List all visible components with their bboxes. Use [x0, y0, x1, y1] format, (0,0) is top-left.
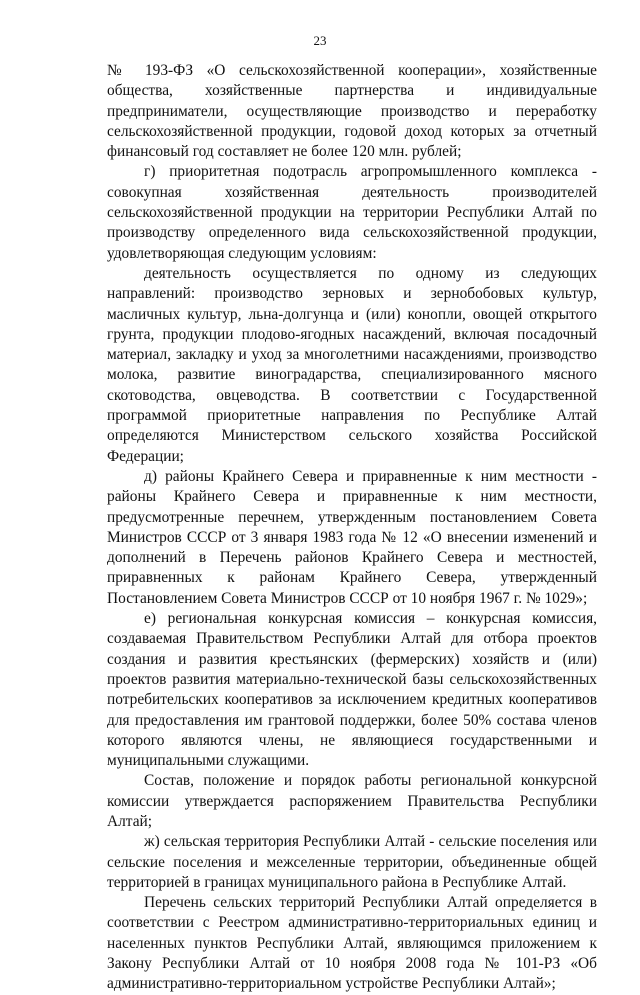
paragraph-item-d: д) районы Крайнего Севера и приравненные к ним местности - районы Крайнего Севера и приравненные к ним местности, предусмотренные перечнем, утвержденным постановлением Совета Министров СССР от 3 января 1983 года № 12 «О внесении изменений и дополнений в Перечень районов Крайнего Севера и местностей, приравненных к районам Крайнего Севера, утвержденный Постановлением Совета Министров СССР от 10 ноября 1967 г. № 1029»;	[107, 467, 597, 607]
page-number: 23	[313, 33, 327, 48]
paragraph-item-e: е) региональная конкурсная комиссия – конкурсная комиссия, создаваемая Правительством Республики Алтай для отбора проектов создания и развития крестьянских (фермерских) хозяйств и (или) проектов развития материально-технической базы сельскохозяйственных потребительских кооперативов за исключением кредитных кооперативов для предоставления им грантовой поддержки, более 50% состава членов которого являются члены, не являющиеся государственными и муниципальными служащими.	[107, 610, 597, 770]
paragraph-activity-directions: деятельность осуществляется по одному из следующих направлений: производство зерновых и зернобобовых культур, масличных культур, льна-долгунца и (или) конопли, овощей открытого грунта, продукции плодово-ягодных насаждений, включая посадочный материал, закладку и уход за многолетними насаждениями, производство молока, развитие виноградарства, специализированного мясного скотоводства, овцеводства. В соответствии с Государственной программой приоритетные направления по Республике Алтай определяются Министерством сельского хозяйства Российской Федерации;	[107, 264, 597, 465]
paragraph-item-zh: ж) сельская территория Республики Алтай - сельские поселения или сельские поселения и межселенные территории, объединенные общей территорией в границах муниципального района в Республике Алтай.	[107, 833, 597, 891]
paragraph-commission-composition: Состав, положение и порядок работы региональной конкурсной комиссии утверждается распоряжением Правительства Республики Алтай;	[107, 772, 597, 830]
paragraph-continuation: № 193-ФЗ «О сельскохозяйственной кооперации», хозяйственные общества, хозяйственные партнерства и индивидуальные предприниматели, осуществляющие производство и переработку сельскохозяйственной продукции, годовой доход которых за отчетный финансовый год составляет не более 120 млн. рублей;	[107, 62, 597, 161]
paragraph-rural-territories-list: Перечень сельских территорий Республики Алтай определяется в соответствии с Реестром административно-территориальных единиц и населенных пунктов Республики Алтай, являющимся приложением к Закону Республики Алтай от 10 ноября 2008 года № 101-РЗ «Об административно-территориальном устройстве Республики Алтай»;	[107, 894, 597, 993]
paragraph-item-g: г) приоритетная подотрасль агропромышленного комплекса - совокупная хозяйственная деятельность производителей сельскохозяйственной продукции на территории Республики Алтай по производству определенного вида сельскохозяйственной продукции, удовлетворяющая следующим условиям:	[107, 163, 597, 262]
body-text	[107, 61, 597, 995]
